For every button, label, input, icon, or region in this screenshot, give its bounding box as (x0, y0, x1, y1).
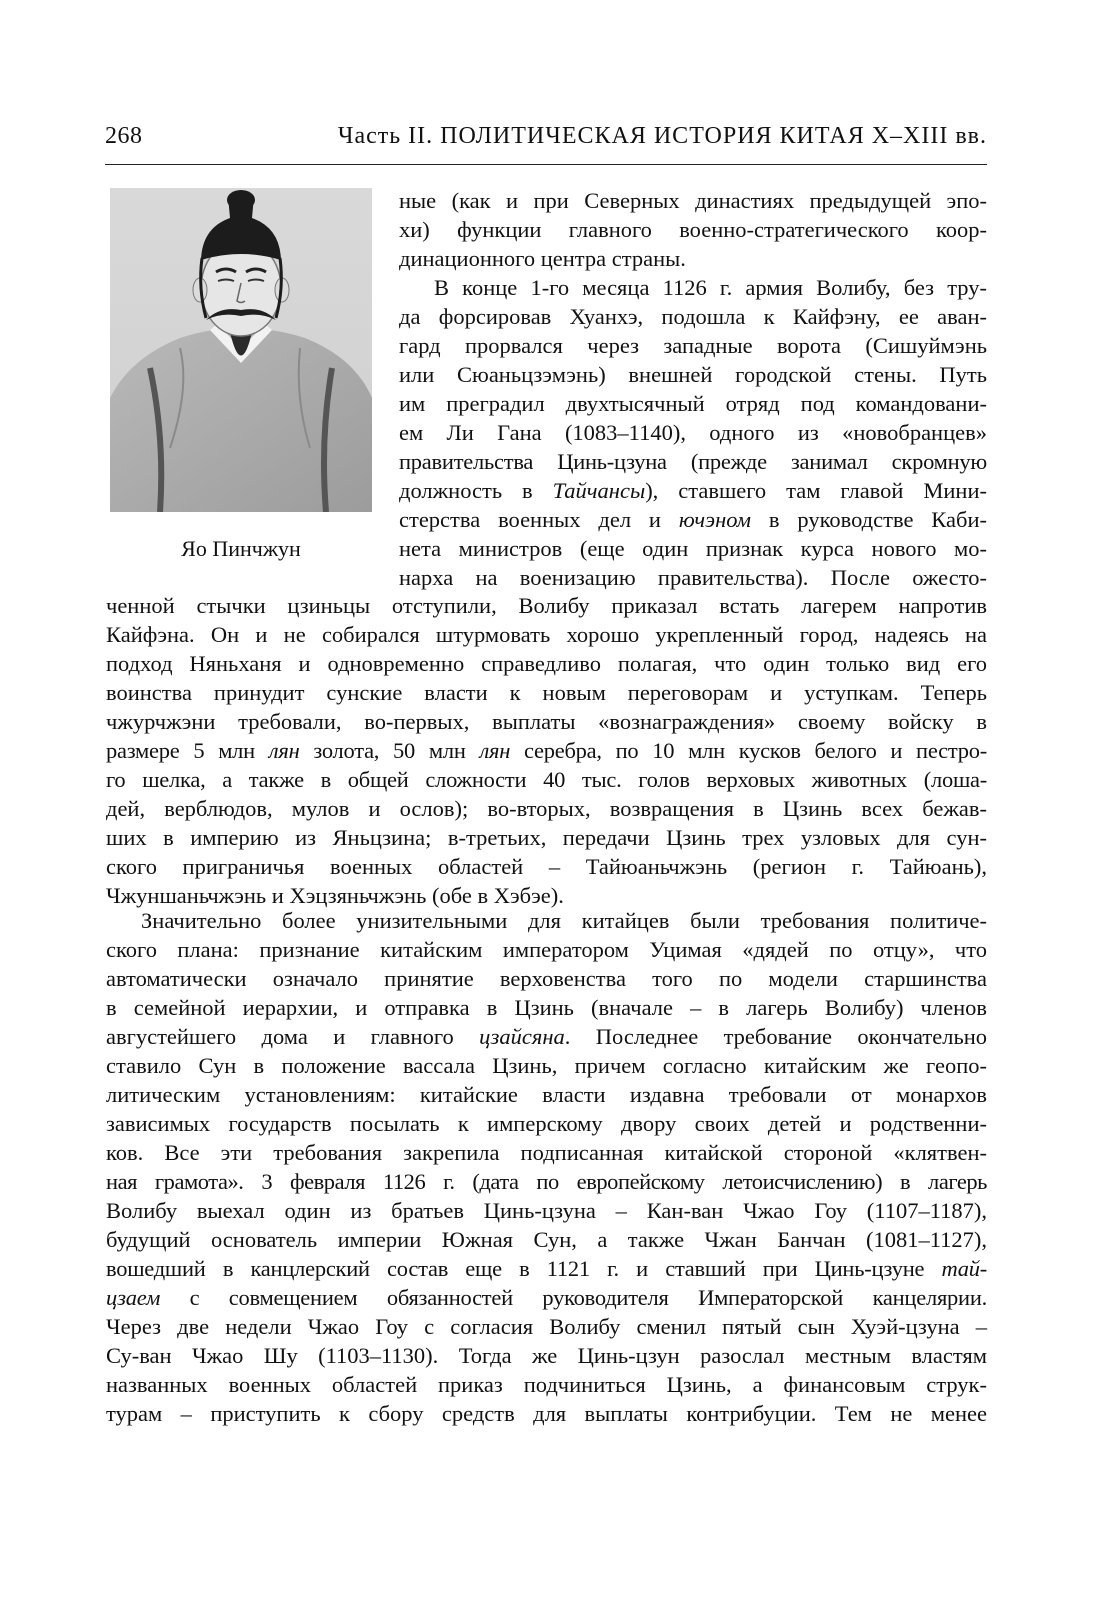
term-italic: тай- (941, 1256, 987, 1281)
text-run: августейшего дома и главного (106, 1024, 480, 1049)
text-line (106, 1022, 987, 1051)
text-line: Кайфэна. Он и не собирался штурмовать хорошо укрепленный город, надеясь на (106, 622, 987, 647)
text-line: турам – приступить к сбору средств для выплаты контрибуции. Тем не менее (106, 1401, 987, 1426)
text-line: ем Ли Гана (1083–1140), одного из «новобранцев» (399, 420, 987, 445)
page-number: 268 (105, 123, 143, 149)
text-run: с совмещением обязанностей руководителя Императорской канцелярии. (160, 1285, 987, 1310)
text-line: ставило Сун в положение вассала Цзинь, причем согласно китайским же геопо- (106, 1053, 987, 1078)
text-line: им преградил двухтысячный отряд под командовани- (399, 391, 987, 416)
text-line: гард прорвался через западные ворота (Сишуймэнь (399, 333, 987, 358)
text-line: правительства Цинь-цзуна (прежде занимал скромную (399, 449, 987, 474)
text-run: в руководстве Каби- (750, 507, 987, 532)
text-line: да форсировав Хуанхэ, подошла к Кайфэну, ее аван- (399, 304, 987, 329)
text-line (106, 1283, 987, 1312)
text-block-1 (106, 591, 987, 910)
text-line: или Сюаньцзэмэнь) внешней городской стены. Путь (399, 362, 987, 387)
text-line: названных военных областей приказ подчиниться Цзинь, а финансовым струк- (106, 1372, 987, 1397)
term-italic: Тайчансы (552, 478, 646, 503)
text-line: литическим установлениям: китайские власти издавна требовали от монархов (106, 1082, 987, 1107)
text-line (106, 1254, 987, 1283)
text-line: В конце 1-го месяца 1126 г. армия Волибу, без тру- (434, 275, 987, 300)
text-column-right (399, 186, 987, 592)
text-line: нарха на военизацию правительства). После ожесто- (399, 565, 987, 590)
text-line: воинства принудит сунские власти к новым переговорам и уступкам. Теперь (106, 680, 987, 705)
text-line: дей, верблюдов, мулов и ослов); во-вторых, возвращения в Цзинь всех бежав- (106, 796, 987, 821)
text-line: будущий основатель империи Южная Сун, а также Чжан Банчан (1081–1127), (106, 1227, 987, 1252)
portrait-figure (110, 188, 372, 512)
text-line (106, 736, 987, 765)
running-title: Часть II. ПОЛИТИЧЕСКАЯ ИСТОРИЯ КИТАЯ X–XIII вв. (337, 123, 987, 149)
text-line: чжурчжэни требовали, во-первых, выплаты «вознаграждения» своему войску в (106, 709, 987, 734)
text-line: Через две недели Чжао Гоу с согласия Волибу сменил пятый сын Хуэй-цзуна – (106, 1314, 987, 1339)
text-line: ков. Все эти требования закрепила подписанная китайской стороной «клятвен- (106, 1140, 987, 1165)
text-line (399, 476, 987, 505)
page-header (105, 120, 987, 165)
text-line: ского приграничья военных областей – Тайюаньчжэнь (регион г. Тайюань), (106, 854, 987, 879)
text-line: в семейной иерархии, и отправка в Цзинь (вначале – в лагерь Волибу) членов (106, 995, 987, 1020)
text-line: го шелка, а также в общей сложности 40 тыс. голов верховых животных (лоша- (106, 767, 987, 792)
term-italic: лян (479, 738, 511, 763)
text-run: золота, 50 млн (299, 738, 480, 763)
text-line: Волибу выехал один из братьев Цинь-цзуна – Кан-ван Чжао Гоу (1107–1187), (106, 1198, 987, 1223)
portrait-image (110, 188, 372, 512)
text-line: ших в империю из Яньцзина; в-третьих, передачи Цзинь трех узловых для сун- (106, 825, 987, 850)
term-italic: лян (268, 738, 300, 763)
text-run: размере 5 млн (106, 738, 269, 763)
text-line: ченной стычки цзиньцы отступили, Волибу приказал встать лагерем напротив (106, 593, 987, 618)
figure-caption: Яо Пинчжун (181, 536, 301, 561)
text-line: ского плана: признание китайским императором Уцимая «дядей по отцу», что (106, 937, 987, 962)
text-run: вошедший в канцлерский состав еще в 1121 г. и ставший при Цинь-цзуне (106, 1256, 942, 1281)
term-italic: цзайсяна (479, 1024, 565, 1049)
text-line: Чжуншаньчжэнь и Хэцзяньчжэнь (обе в Хэбэе). (106, 883, 564, 908)
text-run: должность в (399, 478, 553, 503)
text-line: зависимых государств посылать к имперскому двору своих детей и родственни- (106, 1111, 987, 1136)
text-line: автоматически означало принятие верховенства того по модели старшинства (106, 966, 987, 991)
term-italic: ючэном (678, 507, 751, 532)
text-run: . Последнее требование окончательно (564, 1024, 987, 1049)
text-line: ная грамота». 3 февраля 1126 г. (дата по европейскому летоисчислению) в лагерь (106, 1169, 987, 1194)
text-line: динационного центра страны. (399, 246, 686, 271)
text-line: подход Няньханя и одновременно справедливо полагая, что один только вид его (106, 651, 987, 676)
text-block-2 (106, 906, 987, 1428)
text-line: Значительно более унизительными для китайцев были требования политиче- (141, 908, 987, 933)
text-line (399, 505, 987, 534)
text-line: ные (как и при Северных династиях предыдущей эпо- (399, 188, 987, 213)
text-run: ), ставшего там главой Мини- (645, 478, 987, 503)
text-run: серебра, по 10 млн кусков белого и пестро- (510, 738, 987, 763)
text-run: стерства военных дел и (399, 507, 679, 532)
term-italic: цзаем (106, 1285, 161, 1310)
text-line: Су-ван Чжао Шу (1103–1130). Тогда же Цинь-цзун разослал местным властям (106, 1343, 987, 1368)
text-line: нета министров (еще один признак курса нового мо- (399, 536, 987, 561)
text-line: хи) функции главного военно-стратегического коор- (399, 217, 987, 242)
